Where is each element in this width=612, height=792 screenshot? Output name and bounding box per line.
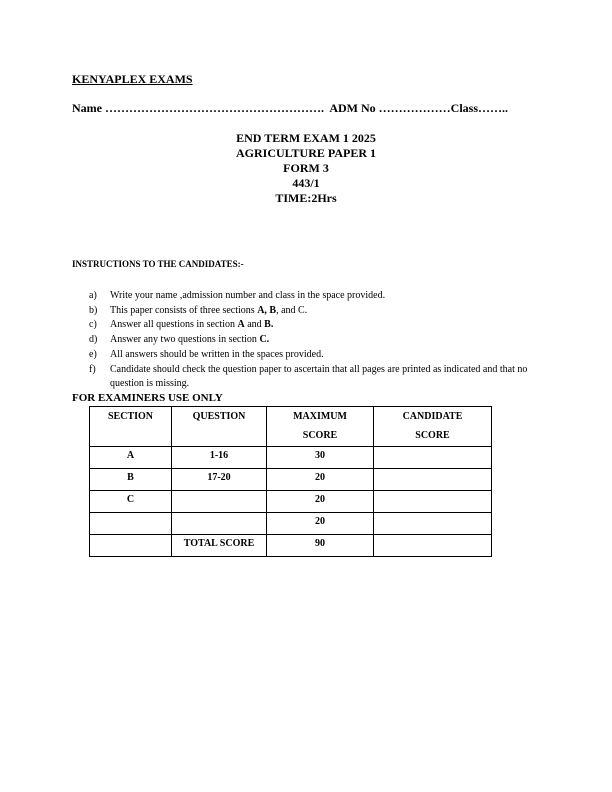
instruction-item [89, 333, 559, 348]
instruction-letter: d) [89, 334, 98, 346]
instructions-list [89, 289, 559, 392]
table-cell: 20 [267, 513, 374, 535]
candidate-score-cell [374, 535, 492, 557]
table-cell: 1-16 [172, 447, 267, 469]
table-cell: 20 [267, 491, 374, 513]
candidate-score-cell [374, 469, 492, 491]
table-row [90, 513, 492, 535]
table-cell [90, 513, 172, 535]
score-table [89, 406, 492, 557]
table-cell: A [90, 447, 172, 469]
candidate-score-cell [374, 513, 492, 535]
table-cell: 20 [267, 469, 374, 491]
instruction-text: Write your name ,admission number and class in the space provided. [110, 290, 386, 301]
instruction-letter: e) [89, 348, 97, 360]
table-cell: B [90, 469, 172, 491]
exam-form: FORM 3 [283, 161, 329, 175]
table-cell: TOTAL SCORE [172, 535, 267, 557]
table-cell [90, 535, 172, 557]
column-header: MAXIMUM SCORE [267, 407, 374, 447]
instruction-text: This paper consists of three sections A, B, and C. [110, 304, 308, 316]
exam-subject: AGRICULTURE PAPER 1 [235, 146, 376, 160]
table-header-row [90, 407, 492, 447]
column-header: SECTION [90, 407, 172, 447]
instruction-text: Candidate should check the question paper to ascertain that all pages are printed as indicated and that no question is missing. [110, 363, 528, 390]
exam-time: TIME:2Hrs [275, 191, 337, 205]
instruction-item [89, 289, 559, 304]
table-row [90, 447, 492, 469]
table-cell [172, 513, 267, 535]
candidate-score-cell [374, 447, 492, 469]
instruction-letter: c) [89, 319, 97, 331]
exam-title-block [0, 131, 612, 206]
instruction-item [89, 304, 559, 319]
instruction-item [89, 318, 559, 333]
exam-code: 443/1 [292, 176, 320, 190]
brand-title: KENYAPLEX EXAMS [72, 72, 193, 86]
instruction-item [89, 363, 559, 392]
instruction-text: Answer any two questions in section C. [110, 334, 270, 346]
candidate-score-cell [374, 491, 492, 513]
instruction-letter: b) [89, 304, 98, 316]
table-cell: 30 [267, 447, 374, 469]
table-cell: 17-20 [172, 469, 267, 491]
table-cell: C [90, 491, 172, 513]
table-cell [172, 491, 267, 513]
instruction-letter: f) [89, 363, 96, 375]
instruction-text: All answers should be written in the spaces provided. [110, 348, 324, 360]
column-header: CANDIDATE SCORE [374, 407, 492, 447]
table-cell: 90 [267, 535, 374, 557]
table-row [90, 535, 492, 557]
examiners-heading: FOR EXAMINERS USE ONLY [72, 392, 223, 404]
instructions-heading: INSTRUCTIONS TO THE CANDIDATES:- [72, 259, 244, 269]
column-header: QUESTION [172, 407, 267, 447]
exam-title: END TERM EXAM 1 2025 [236, 131, 376, 145]
table-row [90, 469, 492, 491]
table-row [90, 491, 492, 513]
instruction-letter: a) [89, 290, 97, 301]
candidate-details-line: Name ………………………………………………. ADM No ………………Class…….. [72, 101, 508, 115]
instruction-text: Answer all questions in section A and B. [110, 319, 274, 331]
instruction-item [89, 348, 559, 363]
